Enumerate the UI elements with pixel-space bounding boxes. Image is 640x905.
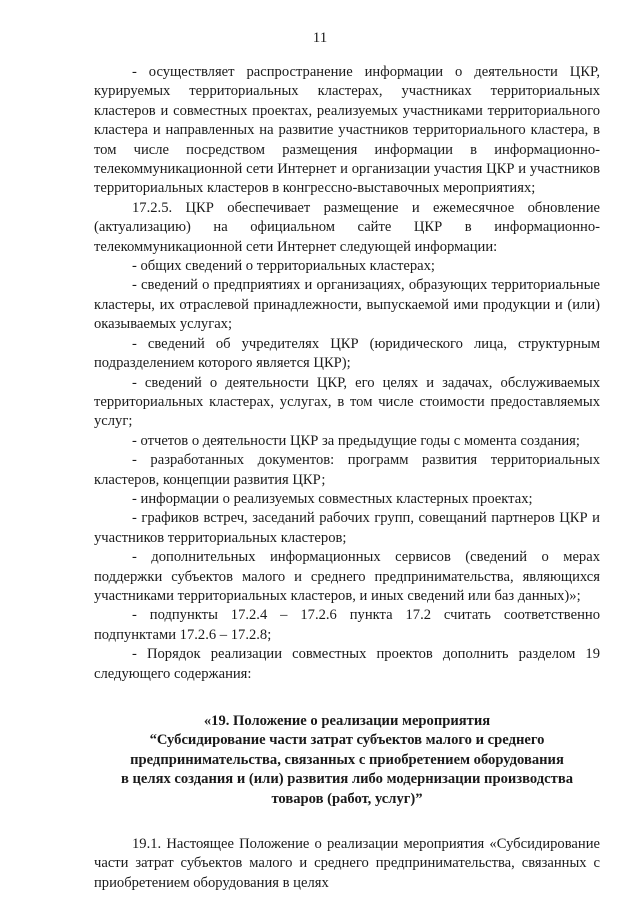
document-body	[94, 63, 600, 893]
section-heading-line: «19. Положение о реализации мероприятия	[203, 713, 491, 729]
section-heading-line: в целях создания и (или) развития либо модернизации производства	[120, 771, 574, 788]
section-heading-line: предпринимательства, связанных с приобретением оборудования	[130, 751, 564, 768]
list-item-founders: - сведений об учредителях ЦКР (юридического лица, структурным подразделением которого является ЦКР);	[94, 335, 600, 372]
page-number: 11	[312, 30, 328, 46]
paragraph-17-2-5: 17.2.5. ЦКР обеспечивает размещение и ежемесячное обновление (актуализацию) на официальном сайте ЦКР в информационно-телекоммуникационной сети Интернет следующей информации:	[94, 199, 600, 255]
section-19-heading	[94, 712, 600, 809]
list-item-enterprises: - сведений о предприятиях и организациях, образующих территориальные кластеры, их отраслевой принадлежности, выпускаемой ими продукции и (или) оказываемых услугах;	[94, 277, 600, 333]
paragraph-19-1: 19.1. Настоящее Положение о реализации мероприятия «Субсидирование части затрат субъектов малого и среднего предпринимательства, связанных с приобретением оборудования в целях	[94, 836, 600, 891]
list-item-documents: - разработанных документов: программ развития территориальных кластеров, концепции развития ЦКР;	[94, 452, 600, 488]
paragraph-info-dissemination: - осуществляет распространение информации о деятельности ЦКР, курируемых территориальных кластерах, участниках территориальных кластеров и совместных проектах, реализуемых участниками территориального кластера и направленных на развитие участников территориального кластера, в том числе посредством размещения информации в информационно-телекоммуникационной сети Интернет и организации участия ЦКР и участников территориальных кластеров в конгрессно-выставочных мероприятиях;	[94, 64, 600, 197]
list-item-general-info: - общих сведений о территориальных кластерах;	[132, 258, 435, 275]
list-item-schedules: - графиков встреч, заседаний рабочих групп, совещаний партнеров ЦКР и участников территориальных кластеров;	[94, 510, 600, 546]
section-heading-line: “Субсидирование части затрат субъектов малого и среднего	[149, 732, 545, 749]
section-heading-line: товаров (работ, услуг)”	[271, 790, 423, 807]
list-item-services: - дополнительных информационных сервисов (сведений о мерах поддержки субъектов малого и среднего предпринимательства, являющихся участниками территориальных кластеров, и иных сведений или баз данных)»;	[94, 549, 600, 604]
paragraph-renumbering: - подпункты 17.2.4 – 17.2.6 пункта 17.2 считать соответственно подпунктами 17.2.6 – 17.2.8;	[94, 607, 600, 643]
list-item-activity: - сведений о деятельности ЦКР, его целях и задачах, обслуживаемых территориальных кластерах, услугах, в том числе стоимости предоставляемых услуг;	[94, 374, 600, 430]
paragraph-add-section: - Порядок реализации совместных проектов дополнить разделом 19 следующего содержания:	[94, 646, 600, 682]
list-item-projects: - информации о реализуемых совместных кластерных проектах;	[132, 490, 533, 507]
list-item-reports: - отчетов о деятельности ЦКР за предыдущие годы с момента создания;	[132, 432, 580, 449]
